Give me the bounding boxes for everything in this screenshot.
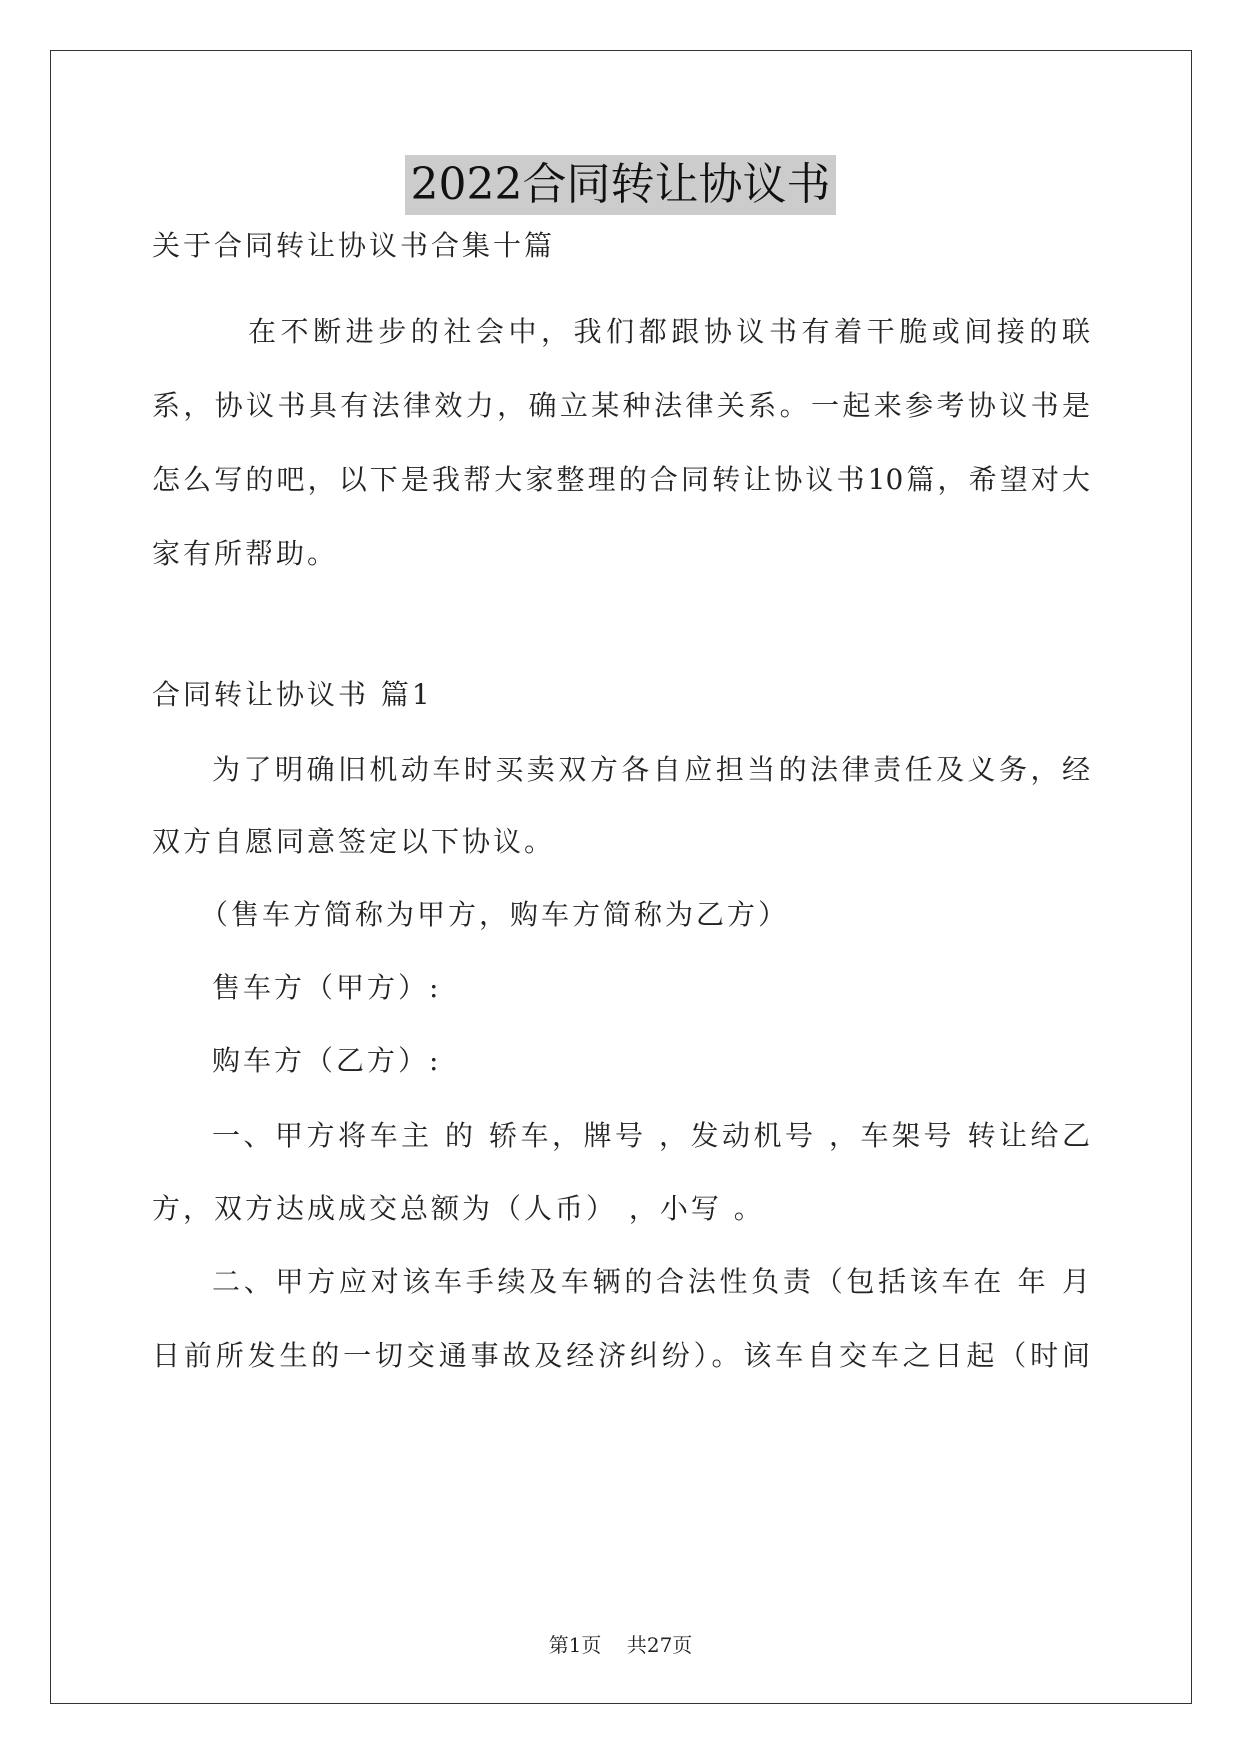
document-title-container — [0, 155, 1241, 224]
clause-line: 二、甲方应对该车手续及车辆的合法性负责（包括该车在 年 月 — [212, 1265, 1090, 1298]
paragraph-line: （售车方简称为甲方，购车方简称为乙方） — [200, 898, 790, 931]
paragraph-line: 在不断进步的社会中，我们都跟协议书有着干脆或间接的联 — [248, 315, 1090, 348]
clause-line: 日前所发生的一切交通事故及经济纠纷）。该车自交车之日起（时间 — [152, 1339, 1090, 1372]
clause-line: 方，双方达成成交总额为（人币） ，小写 。 — [152, 1192, 765, 1225]
clause-line: 一、甲方将车主 的 轿车，牌号 ，发动机号 ，车架号 转让给乙 — [212, 1119, 1090, 1152]
paragraph-line: 双方自愿同意签定以下协议。 — [152, 825, 556, 858]
buyer-label: 购车方（乙方）: — [212, 1044, 442, 1077]
paragraph-line: 怎么写的吧，以下是我帮大家整理的合同转让协议书10篇，希望对大 — [152, 463, 1090, 496]
page-border — [50, 50, 1192, 1704]
section-heading: 合同转让协议书 篇1 — [152, 678, 433, 711]
paragraph-line: 系，协议书具有法律效力，确立某种法律关系。一起来参考协议书是 — [152, 389, 1090, 422]
paragraph-line: 为了明确旧机动车时买卖双方各自应担当的法律责任及义务，经 — [212, 753, 1090, 786]
document-subtitle: 关于合同转让协议书合集十篇 — [152, 229, 556, 262]
paragraph-line: 家有所帮助。 — [152, 537, 339, 570]
document-title: 2022合同转让协议书 — [405, 155, 837, 215]
seller-label: 售车方（甲方）: — [212, 971, 442, 1004]
page-number: 第1页 共27页 — [548, 1633, 693, 1657]
